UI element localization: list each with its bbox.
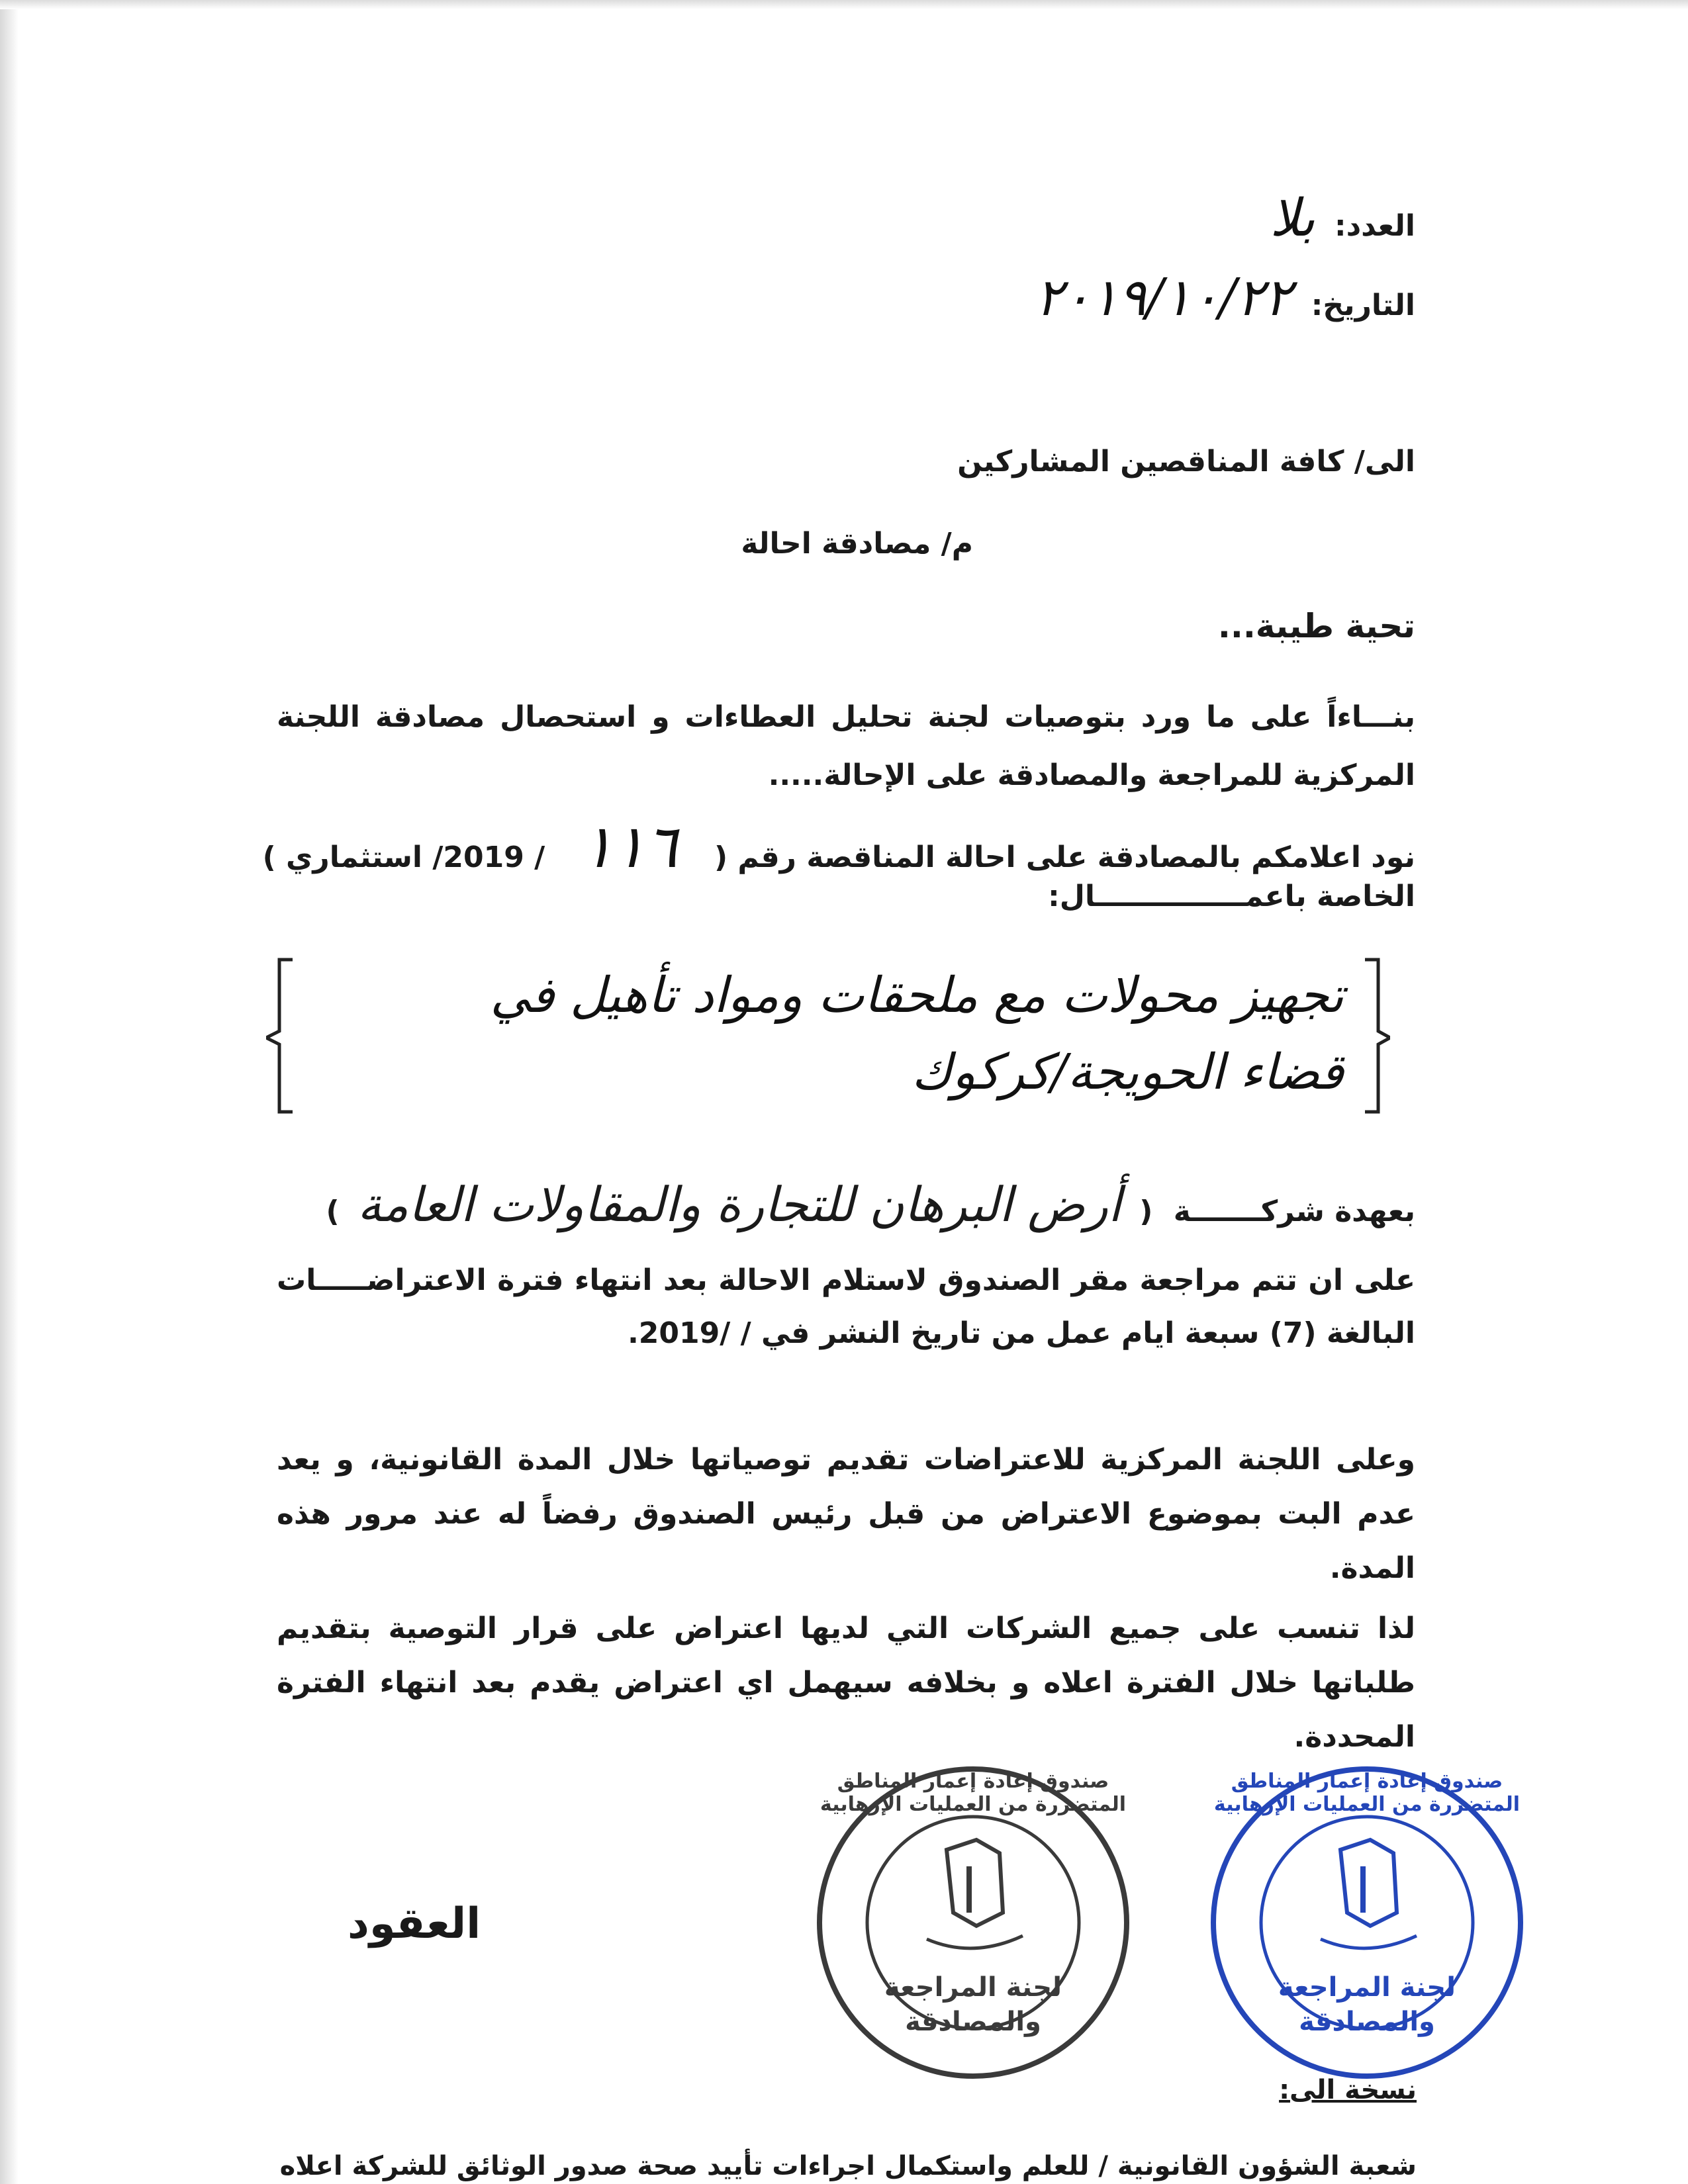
- date-value: ٢٠١٩/١٠/٢٢: [1035, 268, 1292, 328]
- date-label: التاريخ:: [1311, 289, 1415, 322]
- number-label: العدد:: [1334, 209, 1415, 243]
- review-committee-seal-black: [811, 1760, 1135, 2085]
- works-description-line-1: تجهيز محولات مع ملحقات ومواد تأهيل في: [490, 967, 1344, 1024]
- company-label: بعهدة شركـــــــة: [1173, 1195, 1415, 1228]
- paragraph-review: على ان تتم مراجعة مقر الصندوق لاستلام الاحالة بعد انتهاء فترة الاعتراضـــــات البالغة (7) سبعة ايام عمل من تاريخ النشر في / /2019.: [277, 1263, 1415, 1350]
- footer-copy-line: شعبة الشؤون القانونية / للعلم واستكمال اجراءات تأييد صحة صدور الوثائق للشركة اعلاه: [279, 2151, 1417, 2181]
- seal-ring-text: صندوق إعادة إعمار المناطق المتضررة من العمليات الإرهابية: [820, 1770, 1127, 1816]
- works-description-box: [266, 953, 1390, 1118]
- number-line: [1270, 189, 1415, 248]
- paragraph-intro: بنـــاءاً على ما ورد بتوصيات لجنة تحليل العطاءات و استحصال مصادقة اللجنة المركزية للمراجعة والمصادقة على الإحالة.....: [277, 700, 1415, 792]
- tender-line: [262, 812, 1415, 882]
- seal-ring-text: صندوق إعادة إعمار المناطق المتضررة من العمليات الإرهابية: [1213, 1770, 1521, 1816]
- tender-number: ١١٦: [581, 812, 678, 882]
- paragraph-objections: وعلى اللجنة المركزية للاعتراضات تقديم توصياتها خلال المدة القانونية، و يعد عدم البت بموضوع الاعتراض من قبل رئيس الصندوق رفضاً له عند مرور هذه المدة.: [277, 1443, 1415, 1585]
- company-name: أرض البرهان للتجارة والمقاولات العامة: [357, 1177, 1121, 1232]
- tender-prefix: نود اعلامكم بالمصادقة على احالة المناقصة رقم (: [714, 841, 1415, 874]
- paragraph-deadline: لذا تنسب على جميع الشركات التي لديها اعتراض على قرار التوصية بتقديم طلباتها خلال الفترة اعلاه و بخلافه سيهمل اي اعتراض يقدم بعد انتهاء الفترة المحددة.: [277, 1612, 1415, 1754]
- review-committee-seal-blue: [1205, 1760, 1529, 2085]
- tender-suffix: / 2019/ استثماري ): [262, 841, 545, 874]
- seal-center-line-1: لجنة المراجعة: [1278, 1972, 1456, 2003]
- contracts-signature: العقود: [348, 1899, 481, 1948]
- copy-to-label: نسخة الى:: [1279, 2075, 1417, 2105]
- company-line: بعهدة شركـــــــة ( أرض البرهان للتجارة والمقاولات العامة ): [326, 1177, 1415, 1232]
- subject-line: م/ مصادقة احالة: [741, 527, 973, 561]
- scan-shadow-top: [0, 0, 1688, 9]
- recipient-line: الى/ كافة المناقصين المشاركين: [957, 445, 1415, 478]
- seal-center-line-2: والمصادقة: [1299, 2007, 1435, 2037]
- date-line: [1035, 268, 1415, 328]
- seal-center-line-2: والمصادقة: [905, 2007, 1041, 2037]
- seal-center-line-1: لجنة المراجعة: [884, 1972, 1062, 2003]
- scan-shadow-left: [0, 0, 19, 2184]
- works-label: الخاصة باعمـــــــــــــــال:: [1048, 880, 1415, 913]
- greeting: تحية طيبة...: [1217, 607, 1415, 645]
- number-value: بلا: [1270, 189, 1315, 248]
- works-description-line-2: قضاء الحويجة/كركوك: [912, 1044, 1344, 1101]
